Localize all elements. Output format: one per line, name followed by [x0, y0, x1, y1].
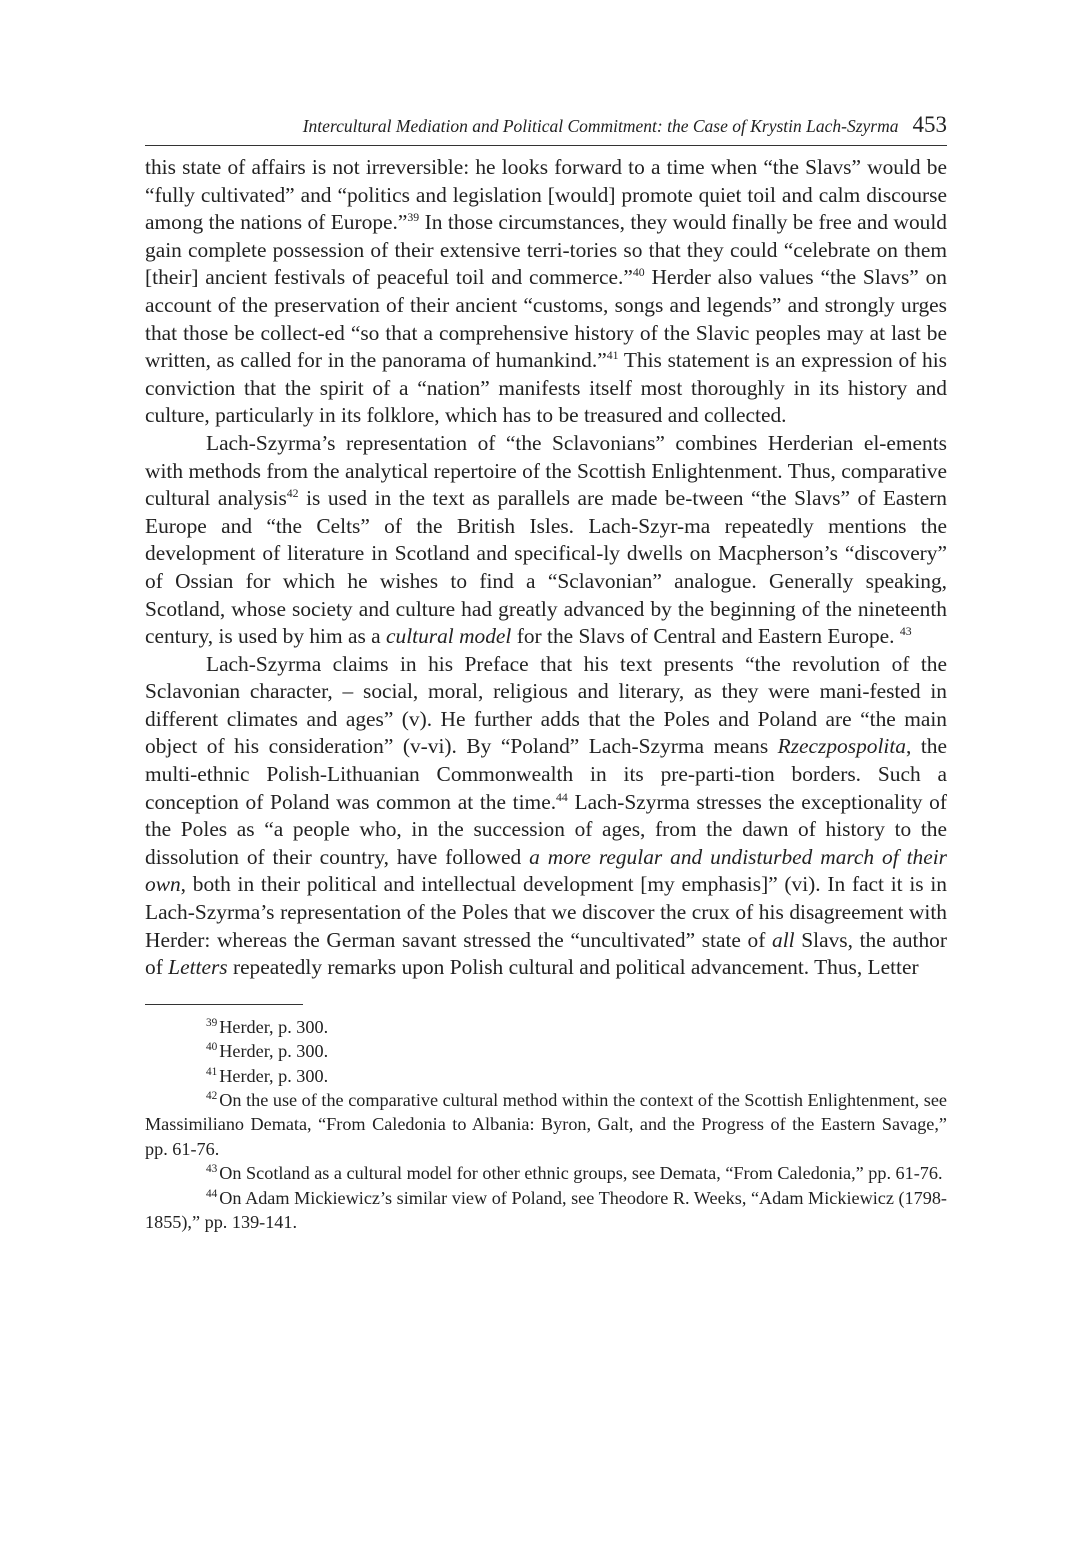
page-number: 453: [912, 112, 947, 137]
italic-text: Letters: [168, 955, 228, 980]
footnote-number: 40: [206, 1041, 218, 1054]
text-run: In those circumstances, they would finally be free and would gain complete possession of their extensive terri-tories so that they could “celebrate on them [their] ancient festivals of peaceful toil and commerce.”: [145, 210, 947, 290]
footnote: [145, 1186, 947, 1235]
footnote-ref: 39: [407, 211, 420, 225]
footnote: [145, 1161, 947, 1185]
footnote-text: Herder, p. 300.: [219, 1065, 329, 1086]
footnote-number: 44: [206, 1187, 218, 1200]
text-run: Slavs, the author of: [145, 927, 947, 980]
body-paragraph: [145, 430, 947, 651]
footnote-text: On Adam Mickiewicz’s similar view of Poland, see Theodore R. Weeks, “Adam Mickiewicz (1798-1855),” pp. 139-141.: [145, 1187, 947, 1233]
body-paragraph: [145, 154, 947, 430]
italic-text: Rzeczpospolita: [777, 734, 906, 759]
text-run: repeatedly remarks upon Polish cultural and political advancement. Thus, Letter: [227, 955, 919, 980]
text-run: Lach-Szyrma stresses the exceptionality of the Poles as “a people who, in the succession of ages, from the dawn of history to the dissolution of their country, have followed: [145, 789, 947, 869]
running-title: Intercultural Mediation and Political Commitment: the Case of Krystin Lach-Szyrma: [302, 116, 899, 136]
footnote-number: 43: [206, 1163, 218, 1176]
footnote: [145, 1064, 947, 1088]
italic-text: all: [772, 927, 795, 952]
footnote-number: 41: [206, 1065, 218, 1078]
text-run: This statement is an expression of his conviction that the spirit of a “nation” manifests itself most thoroughly in its history and culture, particularly in its folklore, which has to be treasured and collected.: [145, 348, 947, 428]
text-run: Lach-Szyrma claims in his Preface that his text presents “the revolution of the Sclavonian character, – social, moral, religious and literary, as they were mani-fested in different climates and ages” (v). He further adds that the Poles and Poland are “the main object of his consideration” (v-vi). By “Poland” Lach-Szyrma means: [145, 651, 947, 759]
footnotes: [145, 1015, 947, 1235]
italic-text: cultural model: [386, 624, 512, 649]
footnote: [145, 1015, 947, 1039]
footnote-rule: [145, 1004, 303, 1005]
footnote-text: On the use of the comparative cultural method within the context of the Scottish Enlightenment, see Massimiliano Demata, “From Caledonia to Albania: Byron, Galt, and the Progress of the Eastern Savage,” pp. 61-76.: [145, 1090, 947, 1159]
footnote-ref: 44: [556, 790, 568, 804]
footnote: [145, 1039, 947, 1063]
footnote-ref: 43: [899, 624, 912, 638]
running-header: [145, 112, 947, 146]
text-run: , both in their political and intellectual development [my emphasis]” (vi). In fact it is in Lach-Szyrma’s representation of the Poles that we discover the crux of his disagreement with Herder: whereas the German savant stressed the “uncultivated” state of: [145, 872, 947, 952]
footnote-ref: 42: [286, 487, 299, 500]
footnote-ref: 40: [632, 266, 645, 280]
footnote-number: 42: [206, 1089, 218, 1102]
footnote-text: Herder, p. 300.: [219, 1016, 329, 1037]
footnote-ref: 41: [606, 349, 619, 363]
text-run: is used in the text as parallels are made be-tween “the Slavs” of Eastern Europe and “the Celts” of the British Isles. Lach-Szyr-ma repeatedly mentions the development of literature in Scotland and specifical-ly dwells on Macpherson’s “discovery” of Ossian for which he wishes to find a “Sclavonian” analogue. Generally speaking, Scotland, whose society and culture had greatly advanced by the beginning of the nineteenth century, is used by him as a: [145, 486, 948, 649]
italic-text: a more regular and undisturbed march of their own: [145, 844, 947, 897]
footnote-number: 39: [206, 1016, 218, 1029]
text-run: Lach-Szyrma’s representation of “the Sclavonians” combines Herderian el-ements with methods from the analytical repertoire of the Scottish Enlightenment. Thus, comparative cultural analysis: [145, 430, 947, 511]
footnote-text: On Scotland as a cultural model for other ethnic groups, see Demata, “From Caledonia,” pp. 61-76.: [219, 1163, 943, 1184]
body-text: [145, 154, 947, 982]
footnote-text: Herder, p. 300.: [219, 1041, 329, 1062]
footnote: [145, 1088, 947, 1161]
page: [145, 112, 947, 1234]
text-run: , the multi-ethnic Polish-Lithuanian Commonwealth in its pre-parti-tion borders. Such a conception of Poland was common at the time.: [145, 734, 947, 814]
text-run: this state of affairs is not irreversible: he looks forward to a time when “the Slavs” would be “fully cultivated” and “politics and legislation [would] promote quiet toil and calm discourse among the nations of Europe.”: [145, 155, 947, 235]
text-run: for the Slavs of Central and Eastern Europe.: [511, 624, 900, 649]
body-paragraph: [145, 651, 947, 982]
text-run: Herder also values “the Slavs” on account of the preservation of their ancient “customs, songs and legends” and strongly urges that those be collect-ed “so that a comprehensive history of the Slavic peoples may at last be written, as called for in the panorama of humankind.”: [145, 265, 947, 373]
